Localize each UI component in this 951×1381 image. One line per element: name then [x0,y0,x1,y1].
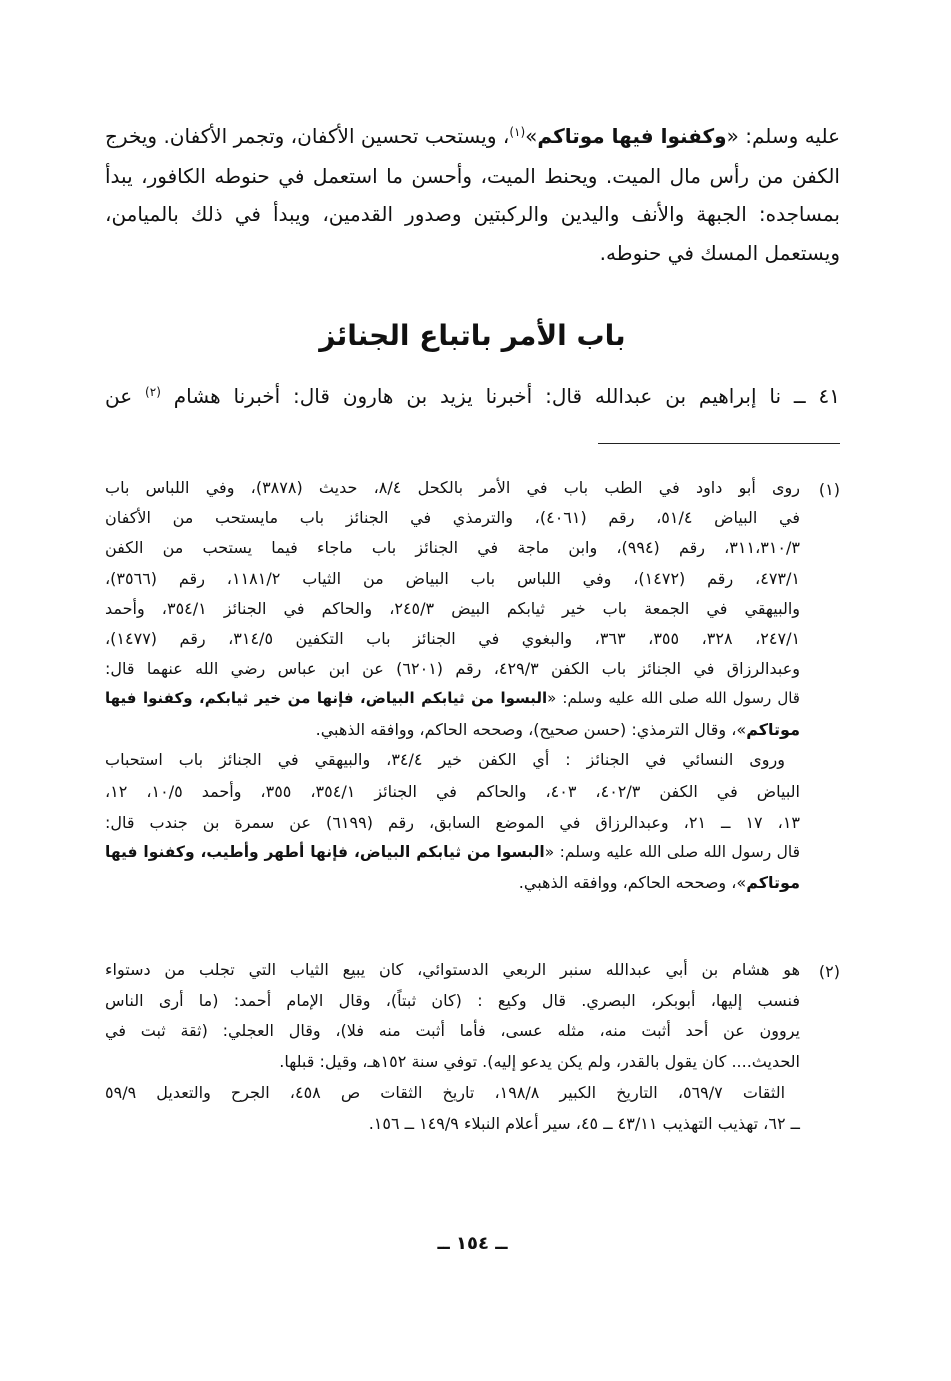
main-text-line [105,243,840,263]
footnote-marker: (١) [818,480,840,499]
text-segment: يروون عن أحد أثبت منه، مثله عسى، فأما أثبت منه فلا)، وقال العجلي: (ثقة ثبت في [105,1021,800,1040]
text-segment: فنسب إليها، أبوبكر، البصري. قال وكيع : (كان ثبتاً)، وقال الإمام أحمد: (ما أرى الناس [105,991,800,1010]
footnote-line [105,661,800,677]
bold-quote: وكفنوا فيها موتاكم [537,124,727,149]
hadith-line [105,384,841,409]
page-number: ــ ١٥٤ ــ [437,1233,508,1254]
chapter-heading: باب الأمر باتباع الجنائز [319,319,626,352]
footnote-line [105,815,800,831]
main-text-line [105,204,840,224]
footnote-ref: (١) [509,125,526,139]
bold-quote: موتاكم [746,720,800,739]
footnote-line [105,962,800,978]
bold-quote: البسوا من ثيابكم البياض، فإنها من خير ثيابكم، وكفنوا فيها [105,689,548,707]
main-text-line [105,166,840,186]
text-segment: وعبدالرزاق في الجنائز باب الكفن ٤٢٩/٣، رقم (٦٢٠١) عن ابن عباس رضي الله عنهما قال: [105,659,801,678]
text-segment: ٣١١،٣١٠/٣، رقم (٩٩٤)، وابن ماجة في الجنائز باب ماجاء فيما يستحب من الكفن [105,538,800,557]
bold-quote: موتاكم [746,873,800,892]
footnote-line [105,510,800,526]
footnote-line [105,845,800,861]
text-segment: »، وصححه الحاكم، ووافقه الذهبي. [518,873,747,892]
footnote-line [105,875,800,891]
footnote-line [105,631,800,647]
text-segment: عليه وسلم: « [726,124,841,149]
text-segment: ٤٧٣/١، رقم (١٤٧٢)، وفي اللباس باب البياض من الثياب ١١٨١/٢، رقم (٣٥٦٦)، [105,569,800,588]
text-segment: قال رسول الله صلى الله عليه وسلم: « [547,689,800,707]
footnote-line [105,1023,800,1039]
text-segment: هو هشام بن أبي عبدالله سنبر الربعي الدستوائي، كان يبيع الثياب التي تجلب من دستواء [105,960,800,979]
footnote-line [105,1085,785,1101]
text-segment: الحديث.... كان يقول بالقدر، ولم يكن يدعو إليه). توفي سنة ١٥٢هـ، وقيل: قبلها. [279,1052,800,1071]
text-segment: ٢٤٧/١، ٣٢٨، ٣٥٥، ٣٦٣، والبغوي في الجنائز باب التكفين ٣١٤/٥، رقم (١٤٧٧)، [105,629,801,648]
footnote-line [105,480,800,496]
text-segment: البياض في الكفن ٤٠٢/٣، ٤٠٣، والحاكم في الجنائز ٣٥٤/١، ٣٥٥، وأحمد ١٠/٥، ١٢، [105,782,800,801]
footnote-line [105,601,800,617]
text-segment: » [525,124,538,149]
bold-quote: البسوا من ثيابكم البياض، فإنها أطهر وأطيب، وكفنوا فيها [105,843,545,861]
footnote-separator [598,443,840,444]
text-segment: ويستعمل المسك في حنوطه. [599,241,840,265]
footnote-line [105,752,785,768]
text-segment: قال رسول الله صلى الله عليه وسلم: « [544,843,800,861]
footnote-line [105,540,800,556]
text-segment: ١٣، ١٧ ــ ٢١، وعبدالرزاق في الموضع السابق، رقم (٦١٩٩) عن سمرة بن جندب قال: [105,813,801,832]
footnote-marker: (٢) [818,962,840,981]
footnote-line [105,691,800,706]
text-segment: ٤١ ــ نا إبراهيم بن عبدالله قال: أخبرنا يزيد بن هارون قال: أخبرنا هشام [160,384,841,409]
text-segment: الكفن من رأس مال الميت. ويحنط الميت، وأحسن ما استعمل في حنوطه الكافور، يبدأ [105,164,840,188]
text-segment: بمساجده: الجبهة والأنف واليدين والركبتين وصدور القدمين، ويبدأ في ذلك بالميامن، [105,202,840,226]
text-segment: الثقات ٥٦٩/٧، التاريخ الكبير ١٩٨/٨، تاريخ الثقات ص ٤٥٨، الجرح والتعديل ٥٩/٩ [105,1083,786,1102]
footnote-line [105,1116,800,1132]
text-segment: في البياض ٥١/٤، رقم (٤٠٦١)، والترمذي في الجنائز باب مايستحب من الأكفان [105,508,801,527]
main-text-line [105,124,841,149]
footnote-line [105,784,800,800]
text-segment: ، ويستحب تحسين الأكفان، وتجمر الأكفان. ويخرج [105,124,510,149]
footnote-line [105,993,800,1009]
text-segment: عن [105,384,146,409]
text-segment: روى أبو داود في الطب باب في الأمر بالكحل ٨/٤، حديث (٣٨٧٨)، وفي اللباس باب [105,478,800,497]
text-segment: والبيهقي في الجمعة باب خير ثيابكم البيض ٢٤٥/٣، والحاكم في الجنائز ٣٥٤/١، وأحمد [105,599,800,618]
footnote-line [105,1054,800,1070]
text-segment: وروى النسائي في الجنائز : أي الكفن خير ٣٤/٤، والبيهقي في الجنائز باب استحباب [105,750,785,769]
footnote-line [105,571,800,587]
text-segment: »، وقال الترمذي: (حسن صحيح)، وصححه الحاكم، ووافقه الذهبي. [315,720,747,739]
footnote-ref: (٢) [145,385,161,399]
footnote-line [105,722,800,738]
text-segment: ــ ٦٢، تهذيب التهذيب ٤٣/١١ ــ ٤٥، سير أعلام النبلاء ١٤٩/٩ ــ ١٥٦. [368,1114,800,1133]
